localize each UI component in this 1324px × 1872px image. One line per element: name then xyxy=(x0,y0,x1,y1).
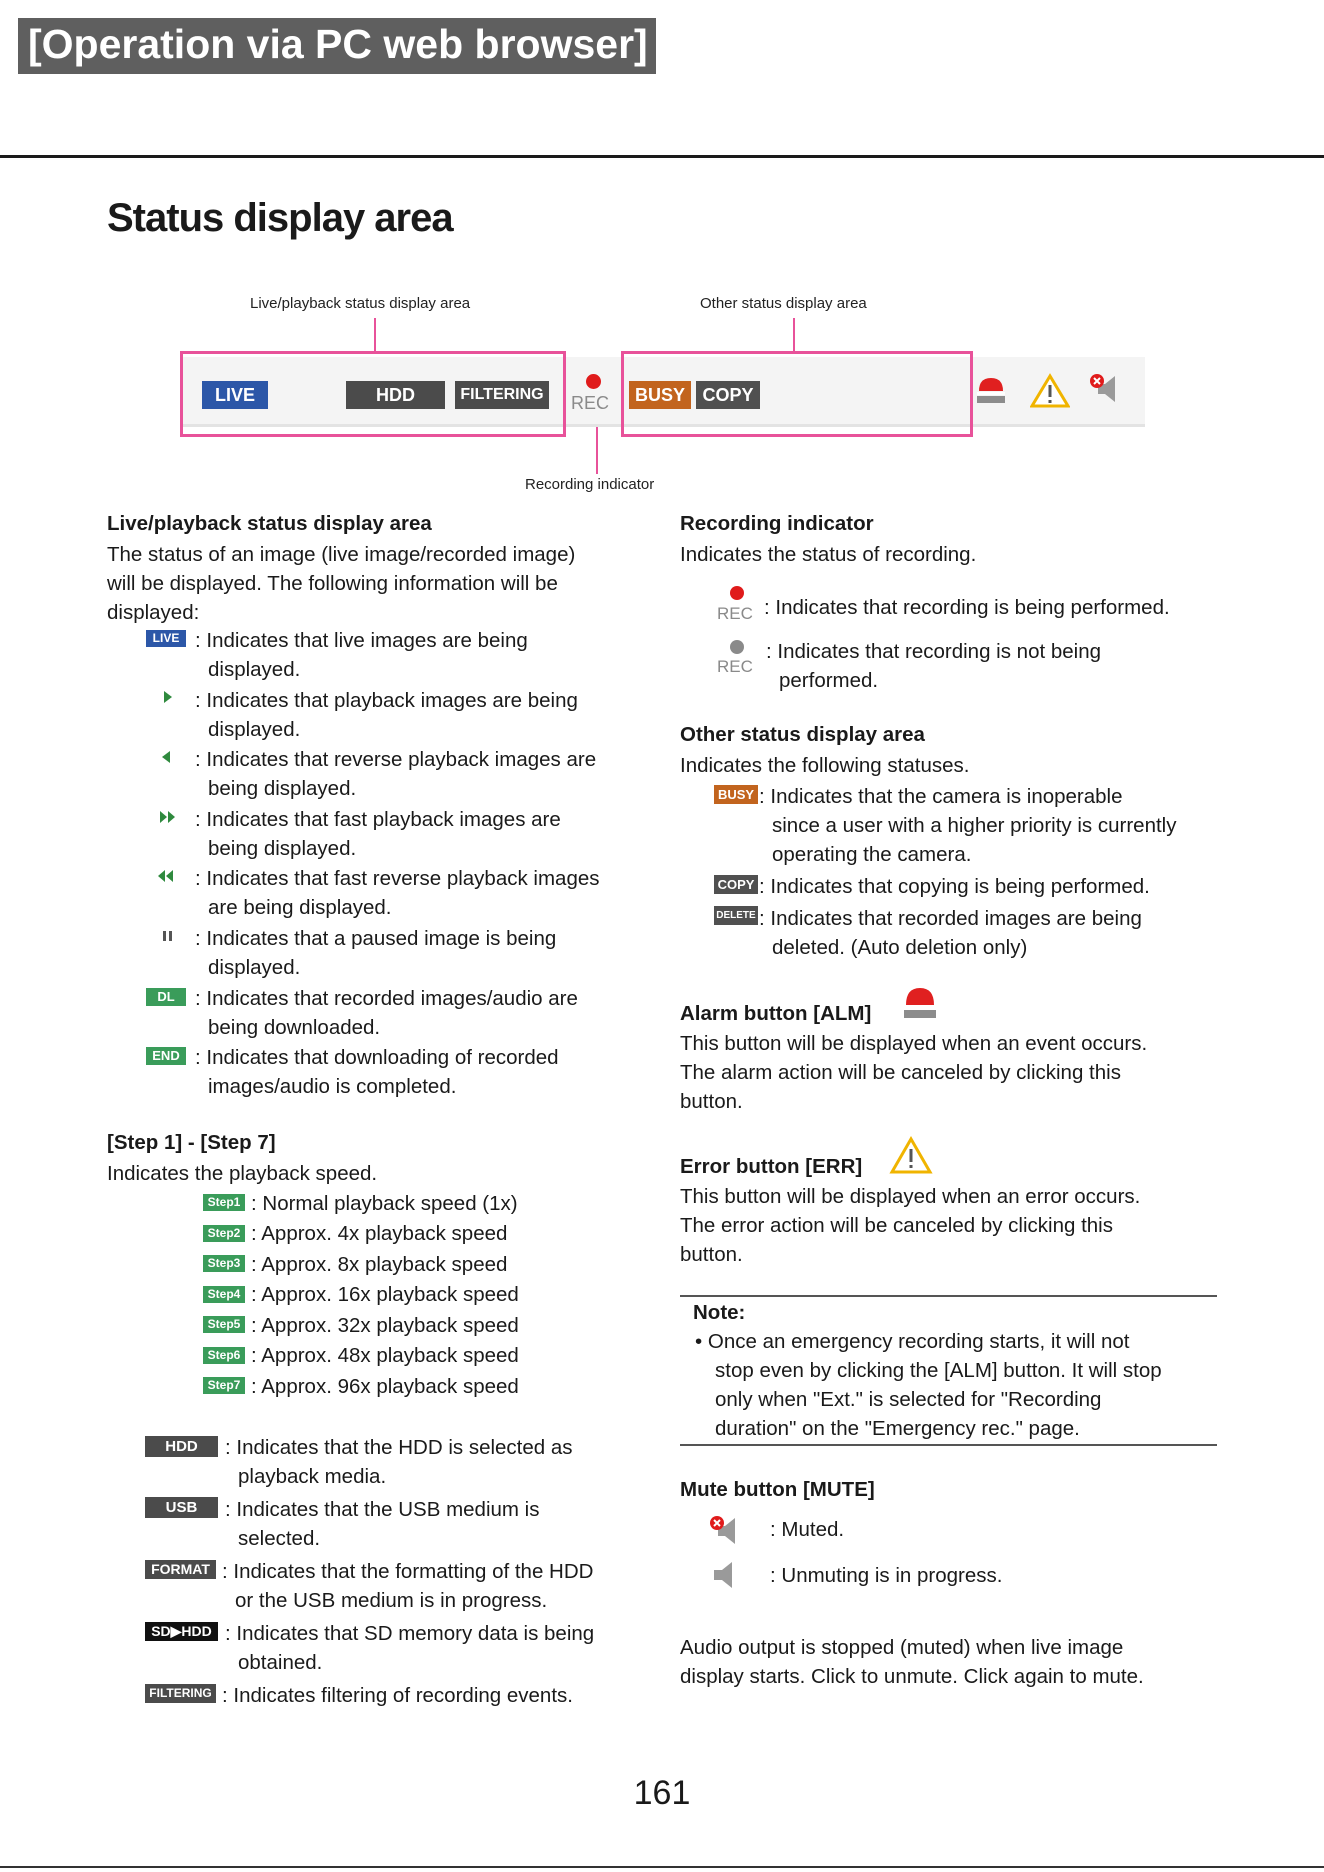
rec-off-label: REC xyxy=(717,657,753,676)
copy-badge: COPY xyxy=(714,875,758,894)
alarm-heading: Alarm button [ALM] xyxy=(680,1002,872,1025)
busy-item-text: : Indicates that the camera is inoperable since a user with a higher priority is currently operating the camera. xyxy=(759,785,1177,866)
muted-icon xyxy=(708,1514,742,1548)
end-item-text: : Indicates that downloading of recorded images/audio is completed. xyxy=(195,1046,559,1098)
reverse-play-icon xyxy=(160,750,172,764)
delete-item-text: : Indicates that recorded images are being deleted. (Auto deletion only) xyxy=(759,907,1142,959)
fast-forward-item-text: : Indicates that fast playback images are being displayed. xyxy=(195,808,561,860)
copy-item-text: : Indicates that copying is being performed. xyxy=(759,875,1150,898)
usb-item-text: : Indicates that the USB medium is selected. xyxy=(225,1498,540,1550)
bar-live-badge: LIVE xyxy=(202,381,268,409)
rec-on-label: REC xyxy=(717,604,753,623)
figure-label-other: Other status display area xyxy=(700,295,867,312)
hdd-item-text: : Indicates that the HDD is selected as playback media. xyxy=(225,1436,573,1488)
format-badge: FORMAT xyxy=(145,1560,216,1579)
live-item-text: : Indicates that live images are being displayed. xyxy=(195,629,528,681)
rec-heading: Recording indicator xyxy=(680,512,874,535)
step6-badge: Step6 xyxy=(203,1347,245,1364)
bar-hdd-badge: HDD xyxy=(346,381,445,409)
bar-mute-icon[interactable] xyxy=(1088,372,1122,406)
note-body: • Once an emergency recording starts, it will not stop even by clicking the [ALM] button. It will stop only when "Ext." is selected for "Recording duration" on the "Emergency rec." page. xyxy=(695,1330,1162,1440)
callout-line-other xyxy=(793,318,795,352)
rec-desc: Indicates the status of recording. xyxy=(680,543,977,566)
step7-text: : Approx. 96x playback speed xyxy=(251,1375,519,1398)
error-heading: Error button [ERR] xyxy=(680,1155,863,1178)
rec-on-text: : Indicates that recording is being performed. xyxy=(764,596,1170,619)
sd-hdd-item-text: : Indicates that SD memory data is being obtained. xyxy=(225,1622,595,1674)
busy-badge: BUSY xyxy=(714,785,758,804)
bar-filtering-badge: FILTERING xyxy=(455,381,549,409)
speaker-icon xyxy=(708,1558,742,1592)
step3-badge: Step3 xyxy=(203,1255,245,1272)
step4-text: : Approx. 16x playback speed xyxy=(251,1283,519,1306)
figure-label-live: Live/playback status display area xyxy=(250,295,471,312)
fast-reverse-item-text: : Indicates that fast reverse playback images are being displayed. xyxy=(195,867,600,919)
rec-off-text: : Indicates that recording is not being performed. xyxy=(766,640,1102,692)
bar-warning-icon[interactable] xyxy=(1030,373,1070,409)
step1-text: : Normal playback speed (1x) xyxy=(251,1192,518,1215)
fast-reverse-icon xyxy=(157,869,175,883)
muted-text: : Muted. xyxy=(770,1518,845,1541)
dl-badge: DL xyxy=(146,988,186,1006)
bar-alarm-icon[interactable] xyxy=(975,375,1007,407)
reverse-play-item-text: : Indicates that reverse playback images are being displayed. xyxy=(195,748,597,800)
play-item-text: : Indicates that playback images are being displayed. xyxy=(195,689,578,741)
step7-badge: Step7 xyxy=(203,1377,245,1394)
note-title: Note: xyxy=(693,1301,746,1324)
mute-heading: Mute button [MUTE] xyxy=(680,1478,875,1501)
step6-text: : Approx. 48x playback speed xyxy=(251,1344,519,1367)
step-desc: Indicates the playback speed. xyxy=(107,1162,378,1185)
bar-busy-badge: BUSY xyxy=(629,381,691,409)
callout-line-live xyxy=(374,318,376,352)
step3-text: : Approx. 8x playback speed xyxy=(251,1253,508,1276)
end-badge: END xyxy=(146,1047,186,1065)
bar-rec-dot-icon xyxy=(586,374,601,389)
other-desc: Indicates the following statuses. xyxy=(680,754,970,777)
play-icon xyxy=(162,690,174,704)
audio-desc: Audio output is stopped (muted) when live image display starts. Click to unmute. Click again to mute. xyxy=(680,1636,1144,1688)
hdd-badge: HDD xyxy=(145,1436,218,1457)
step1-badge: Step1 xyxy=(203,1194,245,1211)
header-rule xyxy=(0,155,1324,158)
other-heading: Other status display area xyxy=(680,723,925,746)
rec-off-dot-icon xyxy=(730,640,744,654)
chapter-header: [Operation via PC web browser] xyxy=(18,18,656,74)
error-desc: This button will be displayed when an error occurs. The error action will be canceled by clicking this button. xyxy=(680,1185,1141,1266)
section-title: Status display area xyxy=(107,196,453,240)
step4-badge: Step4 xyxy=(203,1286,245,1303)
step-heading: [Step 1] - [Step 7] xyxy=(107,1131,276,1154)
bar-copy-badge: COPY xyxy=(696,381,760,409)
pause-icon xyxy=(162,929,174,943)
page-number: 161 xyxy=(633,1774,691,1812)
fast-forward-icon xyxy=(159,810,177,824)
alarm-desc: This button will be displayed when an event occurs. The alarm action will be canceled by clicking this button. xyxy=(680,1032,1148,1113)
step2-text: : Approx. 4x playback speed xyxy=(251,1222,508,1245)
live-badge: LIVE xyxy=(146,630,186,647)
note-bottom-rule xyxy=(680,1444,1217,1446)
format-item-text: : Indicates that the formatting of the HDD or the USB medium is in progress. xyxy=(222,1560,594,1612)
step5-badge: Step5 xyxy=(203,1316,245,1333)
rec-on-dot-icon xyxy=(730,586,744,600)
warning-icon[interactable] xyxy=(889,1136,933,1176)
bar-rec-label: REC xyxy=(571,393,610,413)
footer-rule xyxy=(0,1866,1324,1868)
live-status-heading: Live/playback status display area xyxy=(107,512,432,535)
usb-badge: USB xyxy=(145,1497,218,1518)
alarm-icon[interactable] xyxy=(902,985,938,1023)
dl-item-text: : Indicates that recorded images/audio are being downloaded. xyxy=(195,987,578,1039)
live-status-desc: The status of an image (live image/recorded image) will be displayed. The following information will be displayed: xyxy=(107,543,576,624)
unmuting-text: : Unmuting is in progress. xyxy=(770,1564,1003,1587)
figure-label-rec: Recording indicator xyxy=(525,476,655,493)
filtering-item-text: : Indicates filtering of recording events. xyxy=(222,1684,573,1707)
pause-item-text: : Indicates that a paused image is being displayed. xyxy=(195,927,557,979)
step5-text: : Approx. 32x playback speed xyxy=(251,1314,519,1337)
sd-hdd-badge: SD▶HDD xyxy=(145,1622,218,1641)
filtering-badge: FILTERING xyxy=(145,1684,216,1703)
delete-badge: DELETE xyxy=(714,906,758,925)
note-top-rule xyxy=(680,1295,1217,1297)
step2-badge: Step2 xyxy=(203,1225,245,1242)
